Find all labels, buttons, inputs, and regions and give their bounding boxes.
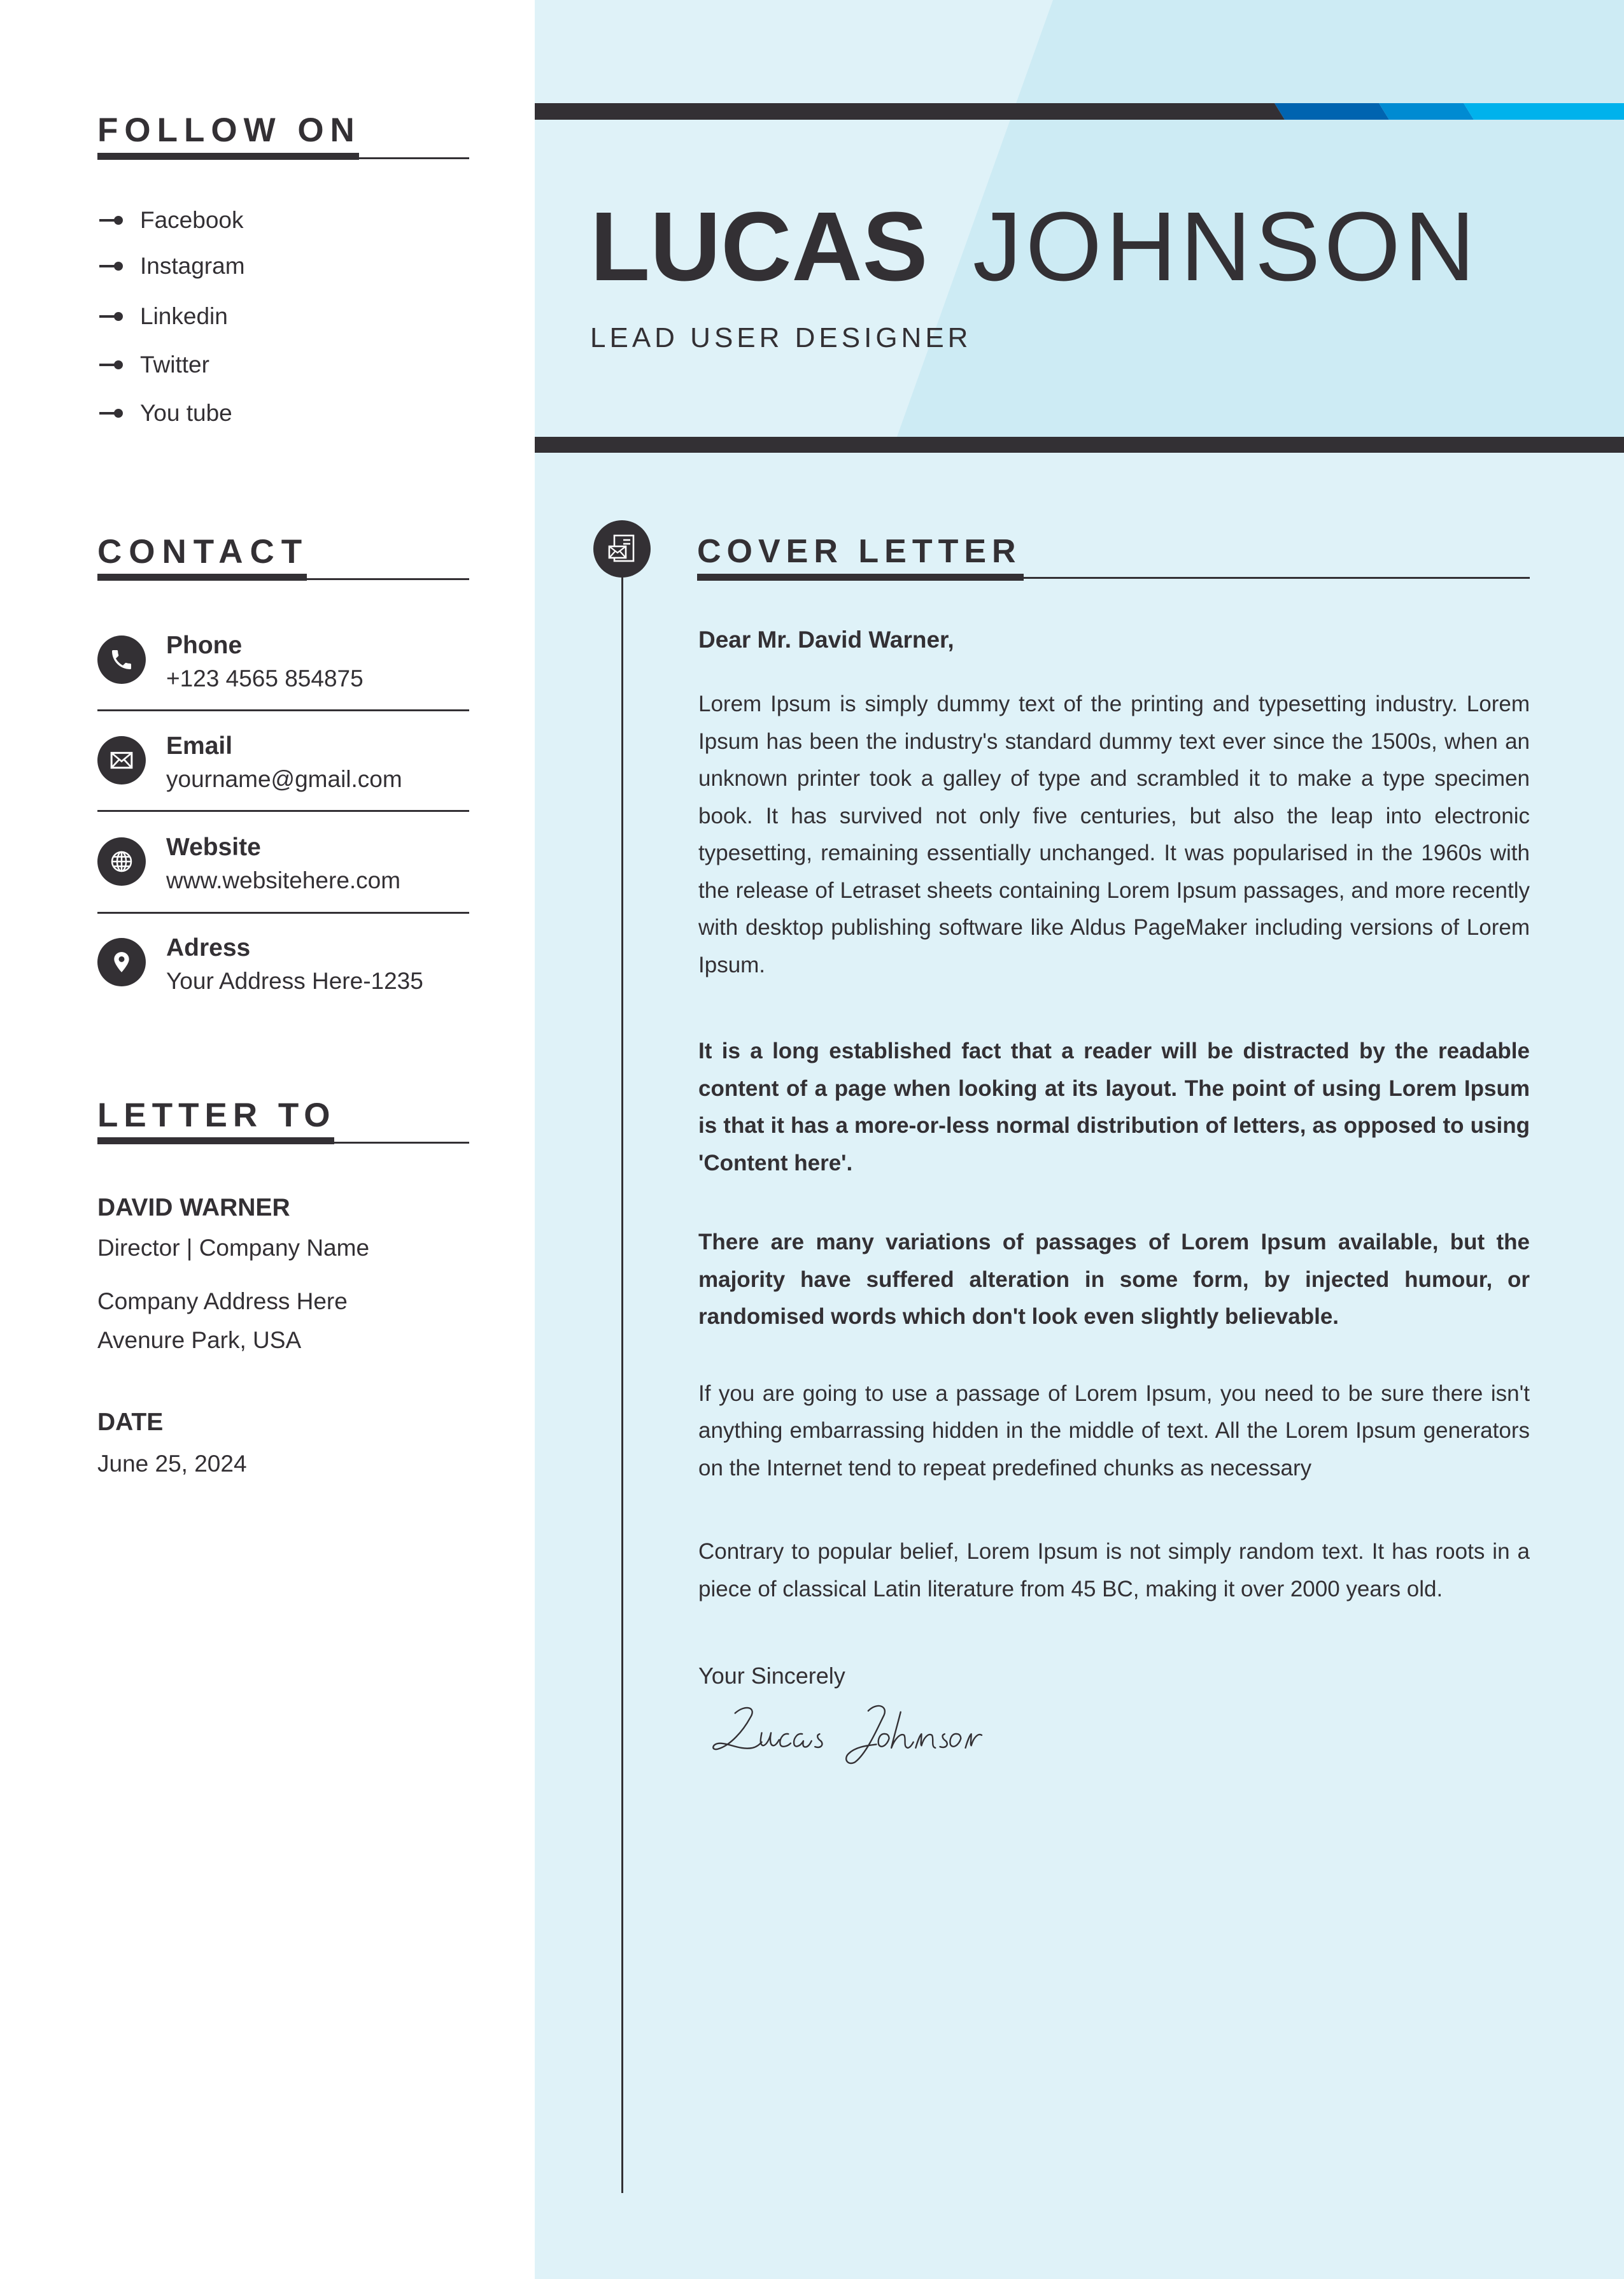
greeting: Dear Mr. David Warner, — [698, 627, 954, 653]
cover-letter-heading: COVER LETTER — [697, 533, 1022, 570]
top-bar-accent-segment-1 — [1274, 103, 1389, 120]
paragraph-1: Lorem Ipsum is simply dummy text of the printing and typesetting industry. Lorem Ipsum has been the industry's standard dummy text ever since the 1500s, when an unknown printer took a galley of type and scrambled it to make a type specimen book. It has survived not only five centuries, but also the leap into electronic typesetting, remaining essentially unchanged. It was popularised in the 1960s with the release of Letraset sheets containing Lorem Ipsum passages, and more recently with desktop publishing software like Aldus PageMaker including versions of Lorem Ipsum. — [698, 692, 1530, 977]
cover-letter-section-header — [697, 532, 1530, 583]
contact-label: Email — [166, 732, 233, 760]
phone-icon — [97, 635, 146, 684]
follow-link-instagram[interactable] — [97, 253, 245, 279]
sidebar — [0, 0, 535, 2279]
cover-letter-icon-badge — [593, 520, 651, 578]
contact-section-header — [97, 535, 469, 583]
letter-to-heading: LETTER TO — [97, 1097, 336, 1134]
recipient-name: DAVID WARNER — [97, 1194, 290, 1221]
cover-letter-underline-bar — [697, 574, 1024, 581]
timeline-line — [621, 576, 623, 2193]
envelope-letter-icon — [608, 534, 636, 564]
mail-icon — [97, 736, 146, 785]
main-panel — [535, 0, 1624, 2279]
contact-email — [97, 732, 469, 790]
follow-link-linkedin[interactable] — [97, 304, 228, 329]
follow-on-heading: FOLLOW ON — [97, 111, 361, 149]
paragraph-3: There are many variations of passages of Lorem Ipsum available, but the majority have suffered alteration in some form, by injected humour, or randomised words which don't look even slightly believable. — [698, 1230, 1530, 1329]
follow-on-section-header — [97, 113, 469, 161]
contact-heading: CONTACT — [97, 533, 309, 571]
contact-label: Website — [166, 834, 261, 861]
header-bottom-bar — [535, 437, 1624, 453]
email-value[interactable]: yourname@gmail.com — [166, 766, 402, 792]
recipient-position: Director | Company Name — [97, 1235, 370, 1261]
date-label: DATE — [97, 1409, 164, 1436]
globe-icon — [97, 837, 146, 886]
contact-divider — [97, 709, 469, 711]
follow-on-underline-bar — [97, 153, 359, 160]
contact-label: Phone — [166, 632, 243, 659]
top-bar-accent-segment-3 — [1464, 103, 1624, 120]
letter-to-underline-bar — [97, 1137, 334, 1144]
paragraph-5: Contrary to popular belief, Lorem Ipsum is not simply random text. It has roots in a piece of classical Latin literature from 45 BC, making it over 2000 years old. — [698, 1539, 1530, 1601]
bullet-arrow-icon — [97, 260, 123, 273]
recipient-address-line-1: Company Address Here — [97, 1288, 348, 1314]
recipient-address-line-2: Avenure Park, USA — [97, 1327, 302, 1353]
top-bar-dark-segment — [535, 103, 1285, 120]
bullet-arrow-icon — [97, 310, 123, 323]
contact-underline-bar — [97, 574, 307, 581]
cover-letter-body — [698, 622, 1530, 1766]
signature — [698, 1703, 998, 1766]
follow-link-facebook[interactable] — [97, 208, 244, 233]
website-value[interactable]: www.websitehere.com — [166, 867, 401, 893]
phone-value[interactable]: +123 4565 854875 — [166, 665, 364, 692]
top-bar-accent-segment-2 — [1379, 103, 1474, 120]
location-pin-icon — [97, 938, 146, 986]
contact-divider — [97, 810, 469, 812]
last-name: JOHNSON — [973, 192, 1479, 301]
letter-to-section-header — [97, 1098, 469, 1146]
bullet-arrow-icon — [97, 214, 123, 227]
contact-phone — [97, 632, 469, 692]
address-value: Your Address Here-1235 — [166, 968, 423, 994]
follow-link-twitter[interactable] — [97, 352, 209, 378]
follow-link-label: Facebook — [140, 207, 244, 233]
first-name: LUCAS — [590, 192, 928, 301]
follow-link-label: Linkedin — [140, 303, 228, 329]
follow-link-label: Instagram — [140, 253, 245, 279]
contact-website — [97, 834, 469, 891]
bullet-arrow-icon — [97, 407, 123, 420]
job-title: LEAD USER DESIGNER — [590, 322, 972, 353]
closing-phrase: Your Sincerely — [698, 1663, 845, 1689]
contact-divider — [97, 912, 469, 914]
contact-address — [97, 934, 469, 994]
paragraph-2: It is a long established fact that a reader will be distracted by the readable content of a page when looking at its layout. The point of using Lorem Ipsum is that it has a more-or-less normal distribution of letters, as opposed to using 'Content here'. — [698, 1039, 1530, 1175]
bullet-arrow-icon — [97, 359, 123, 371]
follow-link-label: You tube — [140, 400, 232, 426]
contact-label: Adress — [166, 934, 251, 962]
paragraph-4: If you are going to use a passage of Lorem Ipsum, you need to be sure there isn't anything embarrassing hidden in the middle of text. All the Lorem Ipsum generators on the Internet tend to repeat predefined chunks as necessary — [698, 1381, 1530, 1480]
follow-link-label: Twitter — [140, 351, 209, 378]
follow-link-youtube[interactable] — [97, 401, 232, 426]
header-top-bar — [535, 103, 1624, 120]
date-value: June 25, 2024 — [97, 1451, 247, 1477]
